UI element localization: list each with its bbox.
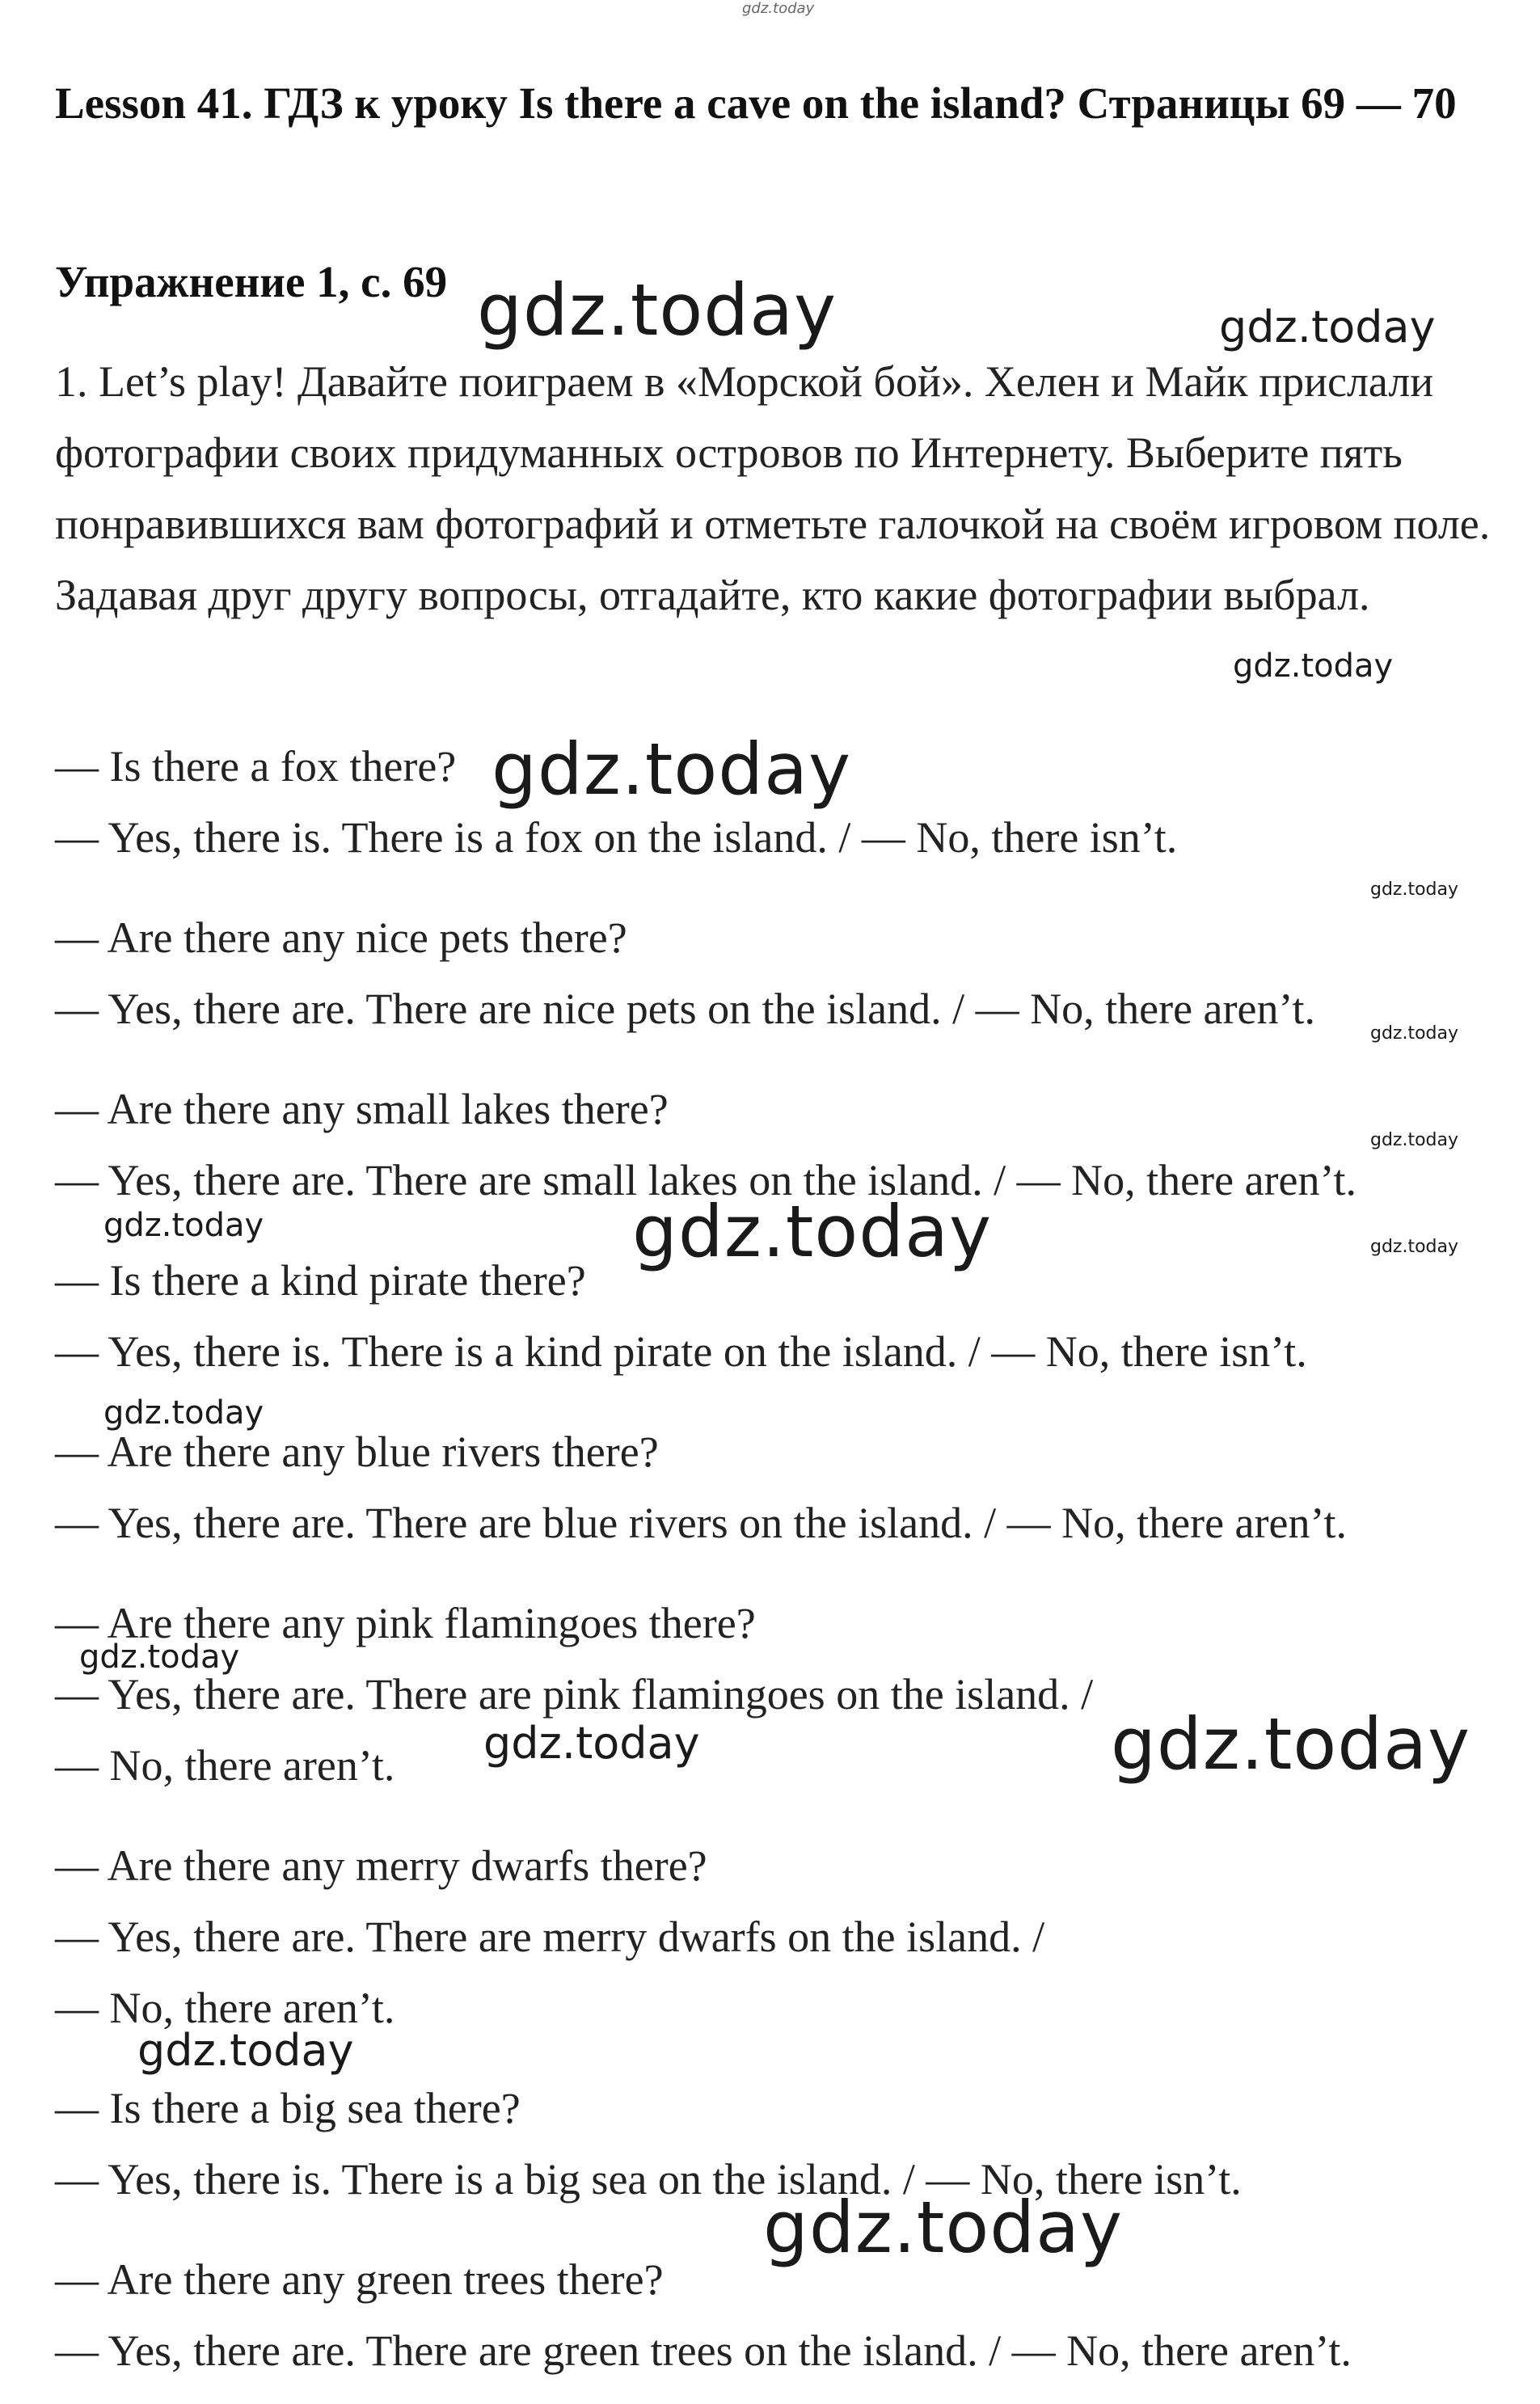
watermark: gdz.today xyxy=(492,728,852,811)
watermark: gdz.today xyxy=(1233,647,1394,685)
dialogue-line: — Yes, there is. There is a fox on the island. / — No, there isn’t. xyxy=(55,813,1178,862)
dialogue-line: — Are there any merry dwarfs there? xyxy=(55,1841,707,1890)
dialogue-line: — Yes, there are. There are green trees on the island. / — No, there aren’t. xyxy=(55,2326,1352,2375)
watermark: gdz.today xyxy=(103,1207,264,1244)
watermark: gdz.today xyxy=(1111,1702,1471,1786)
watermark: gdz.today xyxy=(483,1718,700,1769)
exercise-heading: Упражнение 1, с. 69 xyxy=(55,257,448,306)
watermark: gdz.today xyxy=(477,268,838,352)
page-title: Lesson 41. ГДЗ к уроку Is there a cave on the island? Страницы 69 — 70 xyxy=(55,78,1457,128)
watermark: gdz.today xyxy=(79,1639,240,1676)
dialogue-line: — Are there any pink flamingoes there? xyxy=(55,1599,756,1647)
watermark: gdz.today xyxy=(1219,302,1436,352)
watermark: gdz.today xyxy=(763,2186,1124,2269)
dialogue-line: — Yes, there are. There are nice pets on the island. / — No, there aren’t. xyxy=(55,985,1315,1033)
dialogue-line: — Is there a big sea there? xyxy=(55,2084,521,2132)
watermark: gdz.today xyxy=(1370,1023,1459,1044)
exercise-instruction: 1. Let’s play! Давайте поиграем в «Морской бой». Хелен и Майк прислали фотографии своих придуманных островов по Интернету. Выберите пять понравившихся вам фотографий и отметьте галочкой на своём игровом поле. Задавая друг другу вопросы, отгадайте, кто какие фотографии выбрал. xyxy=(55,357,1491,619)
dialogue-line: — Yes, there are. There are merry dwarfs on the island. / xyxy=(55,1913,1045,1961)
dialogue-line: — Yes, there are. There are pink flamingoes on the island. / xyxy=(55,1670,1094,1719)
watermark: gdz.today xyxy=(632,1190,993,1273)
watermark: gdz.today xyxy=(103,1394,264,1432)
dialogue-line: — No, there aren’t. xyxy=(55,1984,395,2032)
watermark-top: gdz.today xyxy=(742,0,815,17)
dialogue-line: — No, there aren’t. xyxy=(55,1741,395,1790)
dialogue-line: — Yes, there is. There is a kind pirate on the island. / — No, there isn’t. xyxy=(55,1327,1307,1376)
watermark: gdz.today xyxy=(1370,1130,1459,1150)
dialogue-line: — Yes, there are. There are blue rivers on the island. / — No, there aren’t. xyxy=(55,1499,1347,1547)
watermark: gdz.today xyxy=(1370,1237,1459,1257)
watermark: gdz.today xyxy=(137,2025,354,2076)
dialogue-line: — Yes, there are. There are small lakes on the island. / — No, there aren’t. xyxy=(55,1156,1357,1204)
dialogue-line: — Are there any nice pets there? xyxy=(55,913,627,962)
dialogue-line: — Are there any green trees there? xyxy=(55,2255,664,2304)
dialogue-line: — Is there a kind pirate there? xyxy=(55,1256,586,1305)
dialogue-line: — Are there any small lakes there? xyxy=(55,1085,669,1133)
dialogue-line: — Are there any blue rivers there? xyxy=(55,1428,659,1476)
dialogue-line: — Yes, there is. There is a big sea on the island. / — No, there isn’t. xyxy=(55,2155,1242,2204)
dialogue-line: — Is there a fox there? xyxy=(55,742,457,791)
watermark: gdz.today xyxy=(1370,879,1459,900)
